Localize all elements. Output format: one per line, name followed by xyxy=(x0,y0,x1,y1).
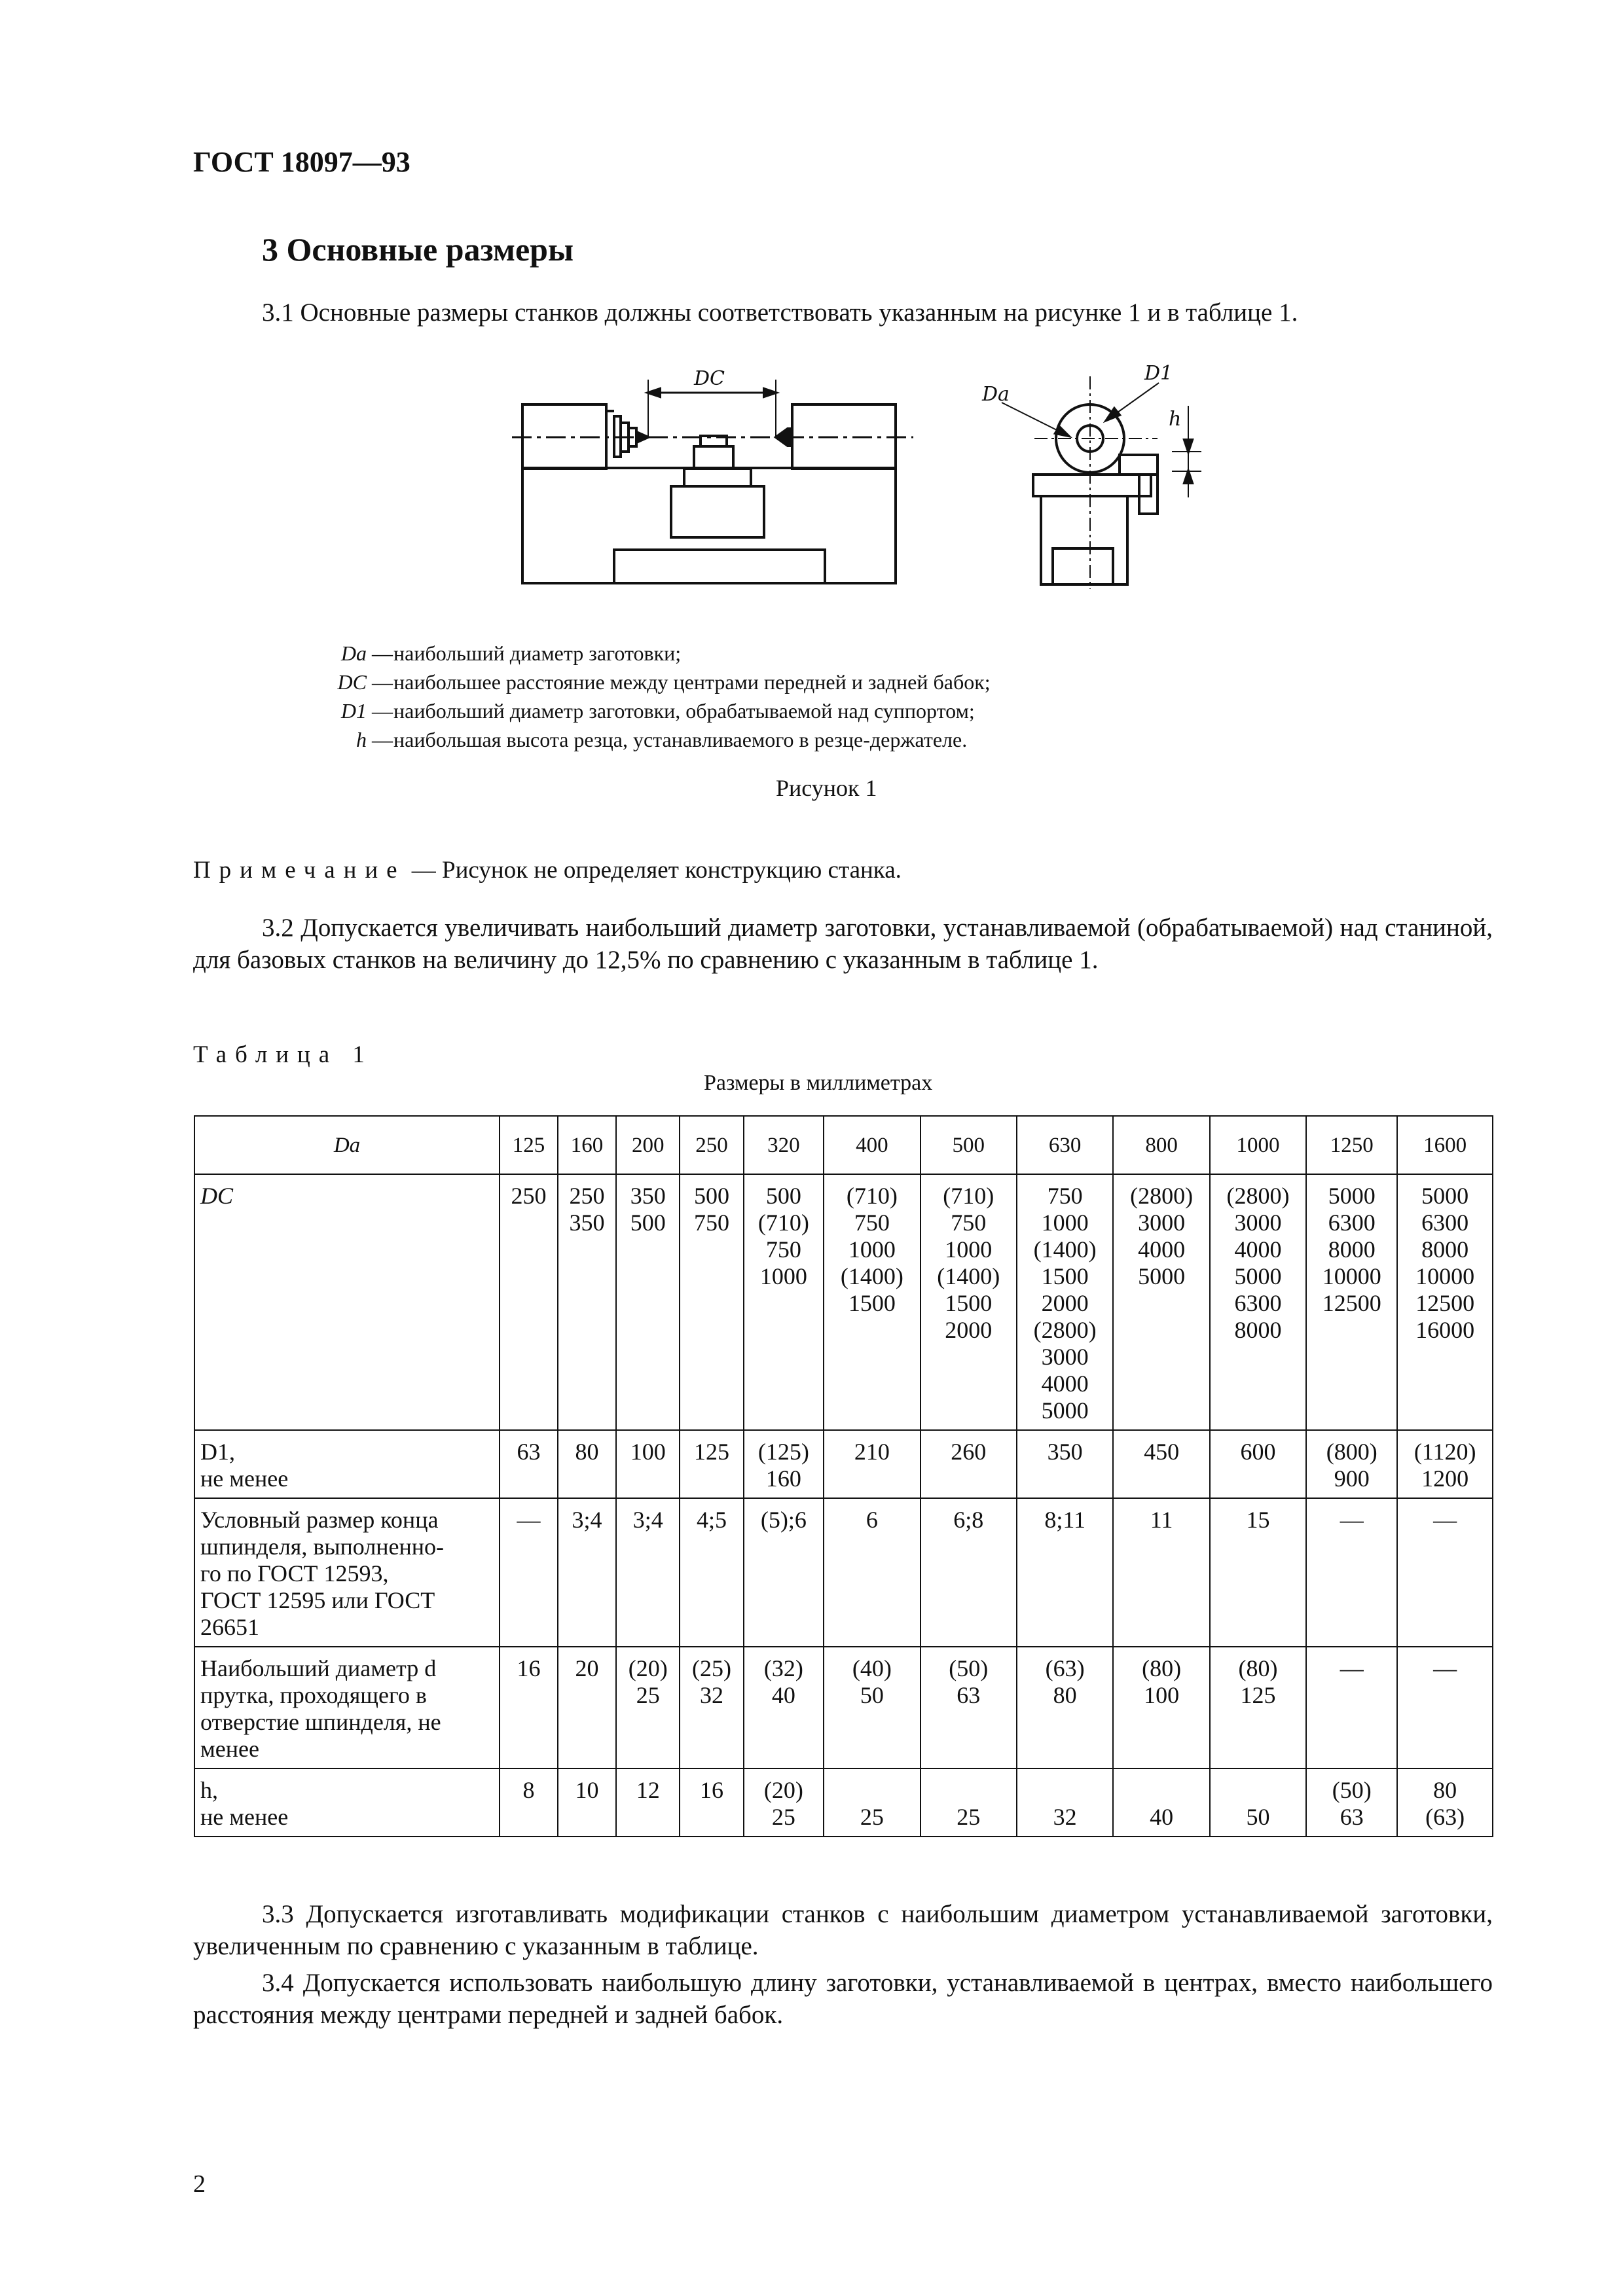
table-cell xyxy=(1210,1498,1306,1647)
table-cell xyxy=(616,1430,680,1498)
cell-value: (32) xyxy=(763,1655,803,1681)
table-cell xyxy=(1210,1174,1306,1430)
paragraph-3-1: 3.1 Основные размеры станков должны соответствовать указанным на рисунке 1 и в таблице 1. xyxy=(262,298,1298,327)
cell-value: 1200 xyxy=(1421,1465,1469,1492)
cell-value: 25 xyxy=(771,1804,795,1830)
row-label: h, не менее xyxy=(194,1768,500,1837)
cell-value: 32 xyxy=(700,1682,724,1708)
legend-item xyxy=(291,641,681,666)
cell-value: 6300 xyxy=(1234,1290,1282,1316)
cell-value: 12 xyxy=(636,1777,660,1803)
cell-value: 350 xyxy=(569,1210,605,1236)
cell-value: 250 xyxy=(511,1183,547,1209)
paragraph-3-2: 3.2 Допускается увеличивать наибольший диаметр заготовки, устанавливаемой (обрабатываемой) над станиной, для базовых станков на величину до 12,5% по сравнению с указанным в таблице 1. xyxy=(193,914,1493,974)
row-label: DC xyxy=(194,1174,500,1430)
cell-value: 25 xyxy=(860,1804,884,1830)
table-cell xyxy=(1397,1174,1493,1430)
table-header-row xyxy=(194,1116,1493,1174)
table-cell xyxy=(680,1498,743,1647)
cell-value: 5000 xyxy=(1234,1263,1282,1289)
cell-value: 750 xyxy=(854,1210,890,1236)
legend-dash: — xyxy=(372,641,393,665)
table-cell xyxy=(824,1498,920,1647)
table-caption: Таблица 1 xyxy=(193,1041,373,1068)
column-header: 200 xyxy=(616,1116,680,1174)
cell-value: (2800) xyxy=(1033,1317,1097,1343)
cell-value: (125) xyxy=(757,1439,809,1465)
cell-value: 50 xyxy=(860,1682,884,1708)
column-header: 160 xyxy=(558,1116,616,1174)
cell-value xyxy=(827,1777,917,1804)
legend-dash: — xyxy=(372,670,393,694)
cell-value: 32 xyxy=(1053,1804,1077,1830)
cell-value: 63 xyxy=(957,1682,981,1708)
cell-value: 8;11 xyxy=(1044,1507,1085,1533)
cell-value: 500 xyxy=(694,1183,730,1209)
cell-value: (50) xyxy=(1332,1777,1372,1803)
table-cell xyxy=(680,1430,743,1498)
cell-value: 20 xyxy=(575,1655,599,1681)
cell-value: 2000 xyxy=(945,1317,993,1343)
cell-value: 5000 xyxy=(1328,1183,1376,1209)
cell-value: 11 xyxy=(1150,1507,1173,1533)
paragraph-3-4: 3.4 Допускается использовать наибольшую длину заготовки, устанавливаемой в центрах, вместо наибольшего расстояния между центрами передней и задней бабок. xyxy=(193,1969,1493,2029)
column-header: 1250 xyxy=(1306,1116,1397,1174)
table-cell xyxy=(824,1768,920,1837)
cell-value: (63) xyxy=(1425,1804,1465,1830)
cell-value: 3000 xyxy=(1138,1210,1186,1236)
cell-value: 260 xyxy=(951,1439,987,1465)
cell-value: (80) xyxy=(1238,1655,1278,1681)
cell-value: (1400) xyxy=(840,1263,903,1289)
column-header: 400 xyxy=(824,1116,920,1174)
cell-value: 3;4 xyxy=(572,1507,602,1533)
cell-value: (710) xyxy=(943,1183,994,1209)
cell-value: (1120) xyxy=(1413,1439,1476,1465)
table-cell xyxy=(500,1498,558,1647)
table-units: Размеры в миллиметрах xyxy=(704,1071,933,1095)
note-label: Примечание xyxy=(193,857,406,884)
table-cell xyxy=(616,1498,680,1647)
cell-value: 750 xyxy=(1047,1183,1083,1209)
table-cell xyxy=(1017,1498,1113,1647)
legend-text: наибольшая высота резца, устанавливаемого в резце-держателе. xyxy=(393,728,968,751)
cell-value: 63 xyxy=(517,1439,541,1465)
table-cell xyxy=(824,1430,920,1498)
cell-value: (800) xyxy=(1326,1439,1377,1465)
cell-value: (710) xyxy=(757,1210,809,1236)
table-cell xyxy=(921,1768,1017,1837)
cell-value: 16 xyxy=(700,1777,724,1803)
cell-value: (2800) xyxy=(1130,1183,1194,1209)
section-title: 3 Основные размеры xyxy=(262,231,574,268)
paragraph-3-3: 3.3 Допускается изготавливать модификации станков с наибольшим диаметром устанавливаемой заготовки, увеличенным по сравнению с указанным в таблице. xyxy=(193,1900,1493,1960)
figure-1-drawing xyxy=(0,0,1623,655)
cell-value: — xyxy=(517,1507,541,1533)
legend-key: DC xyxy=(337,670,367,694)
cell-value: 8000 xyxy=(1421,1236,1469,1263)
table-row xyxy=(194,1430,1493,1498)
cell-value: 500 xyxy=(630,1210,666,1236)
cell-value: 5000 xyxy=(1138,1263,1186,1289)
cell-value: 12500 xyxy=(1415,1290,1475,1316)
legend-dash: — xyxy=(372,728,393,751)
table-cell xyxy=(1113,1647,1209,1768)
table-cell xyxy=(1210,1647,1306,1768)
column-header: 320 xyxy=(744,1116,824,1174)
table-cell xyxy=(1017,1430,1113,1498)
cell-value: 80 xyxy=(1433,1777,1457,1803)
cell-value: 1500 xyxy=(848,1290,896,1316)
table-cell xyxy=(558,1430,616,1498)
row-label: D1, не менее xyxy=(194,1430,500,1498)
table-cell xyxy=(921,1498,1017,1647)
cell-value: 1000 xyxy=(848,1236,896,1263)
note-text: — Рисунок не определяет конструкцию станка. xyxy=(405,857,902,884)
table-cell xyxy=(1306,1174,1397,1430)
cell-value xyxy=(1020,1777,1110,1804)
table-cell xyxy=(558,1174,616,1430)
legend-text: наибольший диаметр заготовки; xyxy=(393,641,682,665)
cell-value: 50 xyxy=(1246,1804,1270,1830)
row-label: Условный размер конца шпинделя, выполненно- го по ГОСТ 12593, ГОСТ 12595 или ГОСТ 26651 xyxy=(194,1498,500,1647)
table-cell xyxy=(558,1647,616,1768)
standard-header: ГОСТ 18097—93 xyxy=(193,146,410,178)
table-cell xyxy=(616,1768,680,1837)
cell-value: 210 xyxy=(854,1439,890,1465)
table-cell xyxy=(558,1498,616,1647)
table-cell xyxy=(680,1174,743,1430)
cell-value: 16 xyxy=(517,1655,541,1681)
cell-value: 1500 xyxy=(945,1290,993,1316)
table-cell xyxy=(1397,1647,1493,1768)
cell-value: 15 xyxy=(1246,1507,1270,1533)
cell-value: — xyxy=(1433,1507,1457,1533)
table-cell xyxy=(1113,1174,1209,1430)
table-cell xyxy=(744,1768,824,1837)
column-header: 250 xyxy=(680,1116,743,1174)
cell-value: 5000 xyxy=(1041,1397,1089,1424)
table-cell xyxy=(744,1498,824,1647)
d1-dim-label: D1 xyxy=(1144,362,1173,385)
cell-value: 4000 xyxy=(1041,1371,1089,1397)
cell-value: 8 xyxy=(522,1777,535,1803)
cell-value: (80) xyxy=(1142,1655,1182,1681)
table-row xyxy=(194,1498,1493,1647)
column-header: 800 xyxy=(1113,1116,1209,1174)
table-cell xyxy=(680,1647,743,1768)
table-cell xyxy=(744,1430,824,1498)
legend-text: наибольший диаметр заготовки, обрабатываемой над суппортом; xyxy=(393,699,975,723)
figure-note xyxy=(193,856,902,884)
table-cell xyxy=(921,1647,1017,1768)
table-cell xyxy=(1113,1430,1209,1498)
cell-value: 25 xyxy=(636,1682,660,1708)
cell-value: — xyxy=(1340,1655,1364,1681)
cell-value: 3000 xyxy=(1234,1210,1282,1236)
table-cell xyxy=(558,1768,616,1837)
cell-value xyxy=(924,1777,1013,1804)
legend-dash: — xyxy=(372,699,393,723)
cell-value: 10000 xyxy=(1322,1263,1381,1289)
bed-base-slot xyxy=(614,550,825,583)
table-row xyxy=(194,1647,1493,1768)
header-label-da: Da xyxy=(194,1116,500,1174)
cell-value: — xyxy=(1433,1655,1457,1681)
cell-value: (1400) xyxy=(1033,1236,1097,1263)
cell-value: (20) xyxy=(628,1655,668,1681)
figure-caption: Рисунок 1 xyxy=(776,775,877,801)
cell-value: 900 xyxy=(1334,1465,1370,1492)
cell-value: 25 xyxy=(957,1804,981,1830)
legend-key: D1 xyxy=(340,699,367,723)
cell-value: 1000 xyxy=(1041,1210,1089,1236)
da-dim-label: Da xyxy=(982,383,1010,406)
cell-value: 450 xyxy=(1144,1439,1180,1465)
table-cell xyxy=(500,1430,558,1498)
cell-value: (50) xyxy=(949,1655,989,1681)
table-row xyxy=(194,1174,1493,1430)
table-cell xyxy=(921,1430,1017,1498)
cell-value: 8000 xyxy=(1328,1236,1376,1263)
table-cell xyxy=(1017,1174,1113,1430)
cell-value: 40 xyxy=(1150,1804,1174,1830)
cell-value: 6 xyxy=(866,1507,878,1533)
cell-value: 4000 xyxy=(1234,1236,1282,1263)
cell-value: 4000 xyxy=(1138,1236,1186,1263)
cell-value: 6;8 xyxy=(953,1507,984,1533)
page-number: 2 xyxy=(193,2170,206,2198)
cell-value: 5000 xyxy=(1421,1183,1469,1209)
table-cell xyxy=(500,1647,558,1768)
legend-item xyxy=(291,699,975,723)
legend-item xyxy=(291,728,967,752)
table-cell xyxy=(1306,1768,1397,1837)
table-cell xyxy=(1113,1498,1209,1647)
table-cell xyxy=(1397,1430,1493,1498)
cell-value: (1400) xyxy=(937,1263,1000,1289)
cell-value: 125 xyxy=(694,1439,730,1465)
table-cell xyxy=(744,1647,824,1768)
cell-value: (25) xyxy=(692,1655,732,1681)
table-cell xyxy=(1210,1430,1306,1498)
table-cell xyxy=(824,1174,920,1430)
legend-text: наибольшее расстояние между центрами передней и задней бабок; xyxy=(393,670,991,694)
cell-value: 250 xyxy=(569,1183,605,1209)
cell-value: 160 xyxy=(765,1465,801,1492)
column-header: 125 xyxy=(500,1116,558,1174)
cell-value: 80 xyxy=(1053,1682,1077,1708)
table-cell xyxy=(1210,1768,1306,1837)
legend-key: Da xyxy=(340,641,367,665)
table-cell xyxy=(1017,1647,1113,1768)
cell-value: 600 xyxy=(1240,1439,1276,1465)
cell-value: (63) xyxy=(1045,1655,1085,1681)
table-cell xyxy=(680,1768,743,1837)
cell-value: 6300 xyxy=(1328,1210,1376,1236)
legend-key: h xyxy=(356,728,367,751)
table-cell xyxy=(1306,1498,1397,1647)
table-cell xyxy=(500,1174,558,1430)
cell-value: 100 xyxy=(1144,1682,1180,1708)
table-cell xyxy=(1306,1647,1397,1768)
table-cell xyxy=(1113,1768,1209,1837)
table-row xyxy=(194,1768,1493,1837)
cell-value: 10000 xyxy=(1415,1263,1475,1289)
table-cell xyxy=(1397,1768,1493,1837)
cell-value: 1500 xyxy=(1041,1263,1089,1289)
legend-item xyxy=(291,670,991,694)
table-cell xyxy=(616,1647,680,1768)
cell-value: 1000 xyxy=(759,1263,807,1289)
cell-value: 40 xyxy=(771,1682,795,1708)
cell-value: 100 xyxy=(630,1439,666,1465)
dimensions-table xyxy=(194,1115,1493,1837)
cell-value: 63 xyxy=(1340,1804,1364,1830)
cell-value: 10 xyxy=(575,1777,599,1803)
cell-value: 6300 xyxy=(1421,1210,1469,1236)
cell-value: (5);6 xyxy=(760,1507,807,1533)
cell-value: 750 xyxy=(694,1210,730,1236)
cell-value: (710) xyxy=(846,1183,898,1209)
table-cell xyxy=(1397,1498,1493,1647)
table-cell xyxy=(824,1647,920,1768)
table-cell xyxy=(616,1174,680,1430)
cell-value: 750 xyxy=(951,1210,987,1236)
cell-value: 16000 xyxy=(1415,1317,1475,1343)
h-dim-label: h xyxy=(1169,408,1182,431)
column-header: 1000 xyxy=(1210,1116,1306,1174)
column-header: 500 xyxy=(921,1116,1017,1174)
column-header: 1600 xyxy=(1397,1116,1493,1174)
cell-value: 350 xyxy=(630,1183,666,1209)
cell-value: 500 xyxy=(765,1183,801,1209)
cell-value: 12500 xyxy=(1322,1290,1381,1316)
table-cell xyxy=(921,1174,1017,1430)
cell-value: (40) xyxy=(852,1655,892,1681)
cell-value: 8000 xyxy=(1234,1317,1282,1343)
cell-value: 80 xyxy=(575,1439,599,1465)
table-cell xyxy=(500,1768,558,1837)
cell-value xyxy=(1116,1777,1206,1804)
cell-value: 4;5 xyxy=(697,1507,727,1533)
carriage xyxy=(671,486,764,537)
cell-value: 1000 xyxy=(945,1236,993,1263)
cell-value: 350 xyxy=(1047,1439,1083,1465)
cell-value: 125 xyxy=(1240,1682,1276,1708)
cell-value: (20) xyxy=(763,1777,803,1803)
cell-value: (2800) xyxy=(1226,1183,1290,1209)
cell-value: 2000 xyxy=(1041,1290,1089,1316)
dc-dim-label: DC xyxy=(694,367,725,390)
cell-value: 3000 xyxy=(1041,1344,1089,1370)
cell-value: 750 xyxy=(765,1236,801,1263)
cell-value: 3;4 xyxy=(632,1507,663,1533)
table-cell xyxy=(744,1174,824,1430)
cell-value: — xyxy=(1340,1507,1364,1533)
table-cell xyxy=(1017,1768,1113,1837)
row-label: Наибольший диаметр d прутка, проходящего в отверстие шпинделя, не менее xyxy=(194,1647,500,1768)
table-cell xyxy=(1306,1430,1397,1498)
column-header: 630 xyxy=(1017,1116,1113,1174)
cell-value xyxy=(1213,1777,1303,1804)
